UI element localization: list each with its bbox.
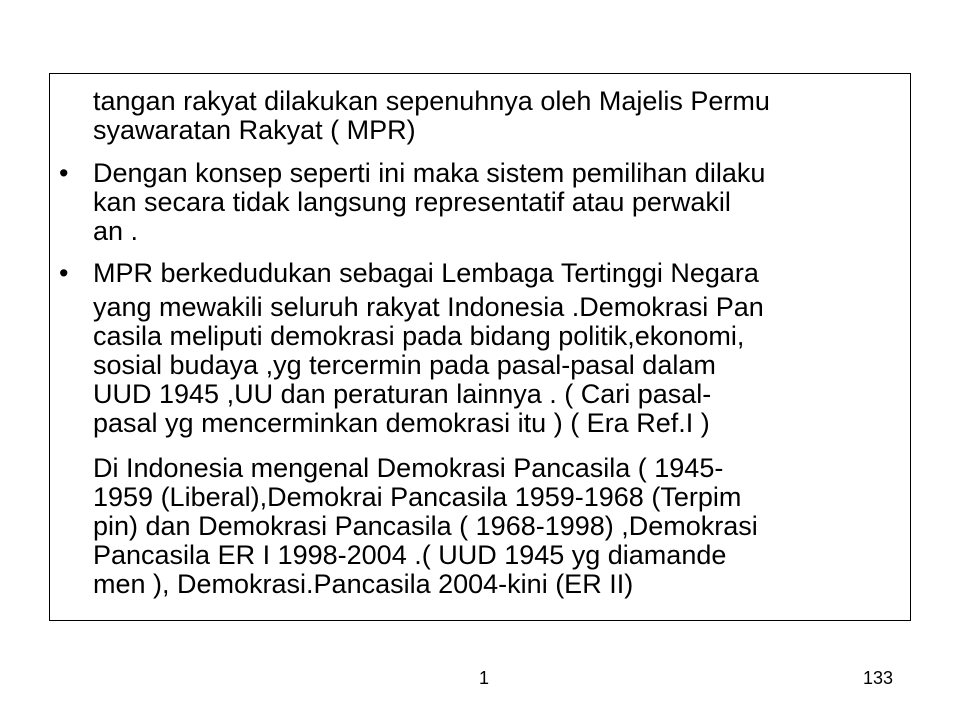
text-line: Dengan konsep seperti ini maka sistem pemilihan dilaku bbox=[93, 158, 766, 188]
text-line: UUD 1945 ,UU dan peraturan lainnya . ( Cari pasal- bbox=[93, 379, 712, 409]
text-line: casila meliputi demokrasi pada bidang politik,ekonomi, bbox=[93, 321, 745, 351]
text-line: men ), Demokrasi.Pancasila 2004-kini (ER II) bbox=[93, 569, 634, 599]
page-number: 133 bbox=[863, 668, 894, 688]
text-line: sosial budaya ,yg tercermin pada pasal-pasal dalam bbox=[93, 350, 716, 380]
text-line: tangan rakyat dilakukan sepenuhnya oleh Majelis Permu bbox=[93, 86, 770, 116]
text-line: pasal yg mencerminkan demokrasi itu ) ( Era Ref.I ) bbox=[93, 408, 710, 438]
text-line: Di Indonesia mengenal Demokrasi Pancasila ( 1945- bbox=[93, 453, 724, 483]
bullet-icon: • bbox=[59, 158, 69, 188]
text-line: 1959 (Liberal),Demokrai Pancasila 1959-1968 (Terpim bbox=[93, 482, 742, 512]
text-line: kan secara tidak langsung representatif atau perwakil bbox=[93, 187, 731, 217]
bullet-icon: • bbox=[59, 258, 69, 288]
text-line: syawaratan Rakyat ( MPR) bbox=[93, 115, 416, 145]
text-line: yang mewakili seluruh rakyat Indonesia .Demokrasi Pan bbox=[93, 292, 764, 322]
footer-left-number: 1 bbox=[479, 668, 490, 688]
text-line: MPR berkedudukan sebagai Lembaga Tertinggi Negara bbox=[93, 258, 759, 288]
text-line: pin) dan Demokrasi Pancasila ( 1968-1998) ,Demokrasi bbox=[93, 511, 758, 541]
text-line: Pancasila ER I 1998-2004 .( UUD 1945 yg diamande bbox=[93, 540, 727, 570]
text-line: an . bbox=[93, 216, 139, 246]
